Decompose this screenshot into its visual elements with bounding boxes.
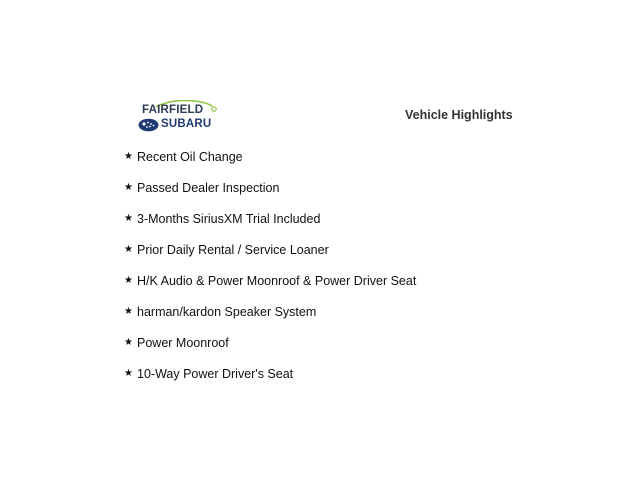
list-item (124, 180, 416, 211)
star-icon: ★ (124, 213, 133, 224)
logo-text-subaru: SUBARU (161, 118, 212, 130)
highlights-list (124, 149, 416, 397)
star-icon: ★ (124, 337, 133, 348)
star-icon: ★ (124, 306, 133, 317)
subaru-badge-icon (138, 118, 159, 132)
star-icon: ★ (124, 275, 133, 286)
highlight-text: H/K Audio & Power Moonroof & Power Driver Seat (137, 274, 417, 288)
vehicle-highlights-heading: Vehicle Highlights (405, 108, 513, 122)
list-item (124, 211, 416, 242)
list-item (124, 366, 416, 397)
list-item (124, 273, 416, 304)
logo-text-fairfield: FAIRFIELD (142, 104, 204, 116)
dealer-logo (138, 100, 220, 134)
star-icon: ★ (124, 368, 133, 379)
highlight-text: Recent Oil Change (137, 150, 243, 164)
highlight-text: harman/kardon Speaker System (137, 305, 317, 319)
highlight-text: 3-Months SiriusXM Trial Included (137, 212, 321, 226)
list-item (124, 304, 416, 335)
highlight-text: Power Moonroof (137, 336, 229, 350)
highlight-text: 10-Way Power Driver's Seat (137, 367, 294, 381)
list-item (124, 149, 416, 180)
star-icon: ★ (124, 151, 133, 162)
list-item (124, 335, 416, 366)
highlight-text: Prior Daily Rental / Service Loaner (137, 243, 329, 257)
star-icon: ★ (124, 182, 133, 193)
highlight-text: Passed Dealer Inspection (137, 181, 280, 195)
star-icon: ★ (124, 244, 133, 255)
list-item (124, 242, 416, 273)
